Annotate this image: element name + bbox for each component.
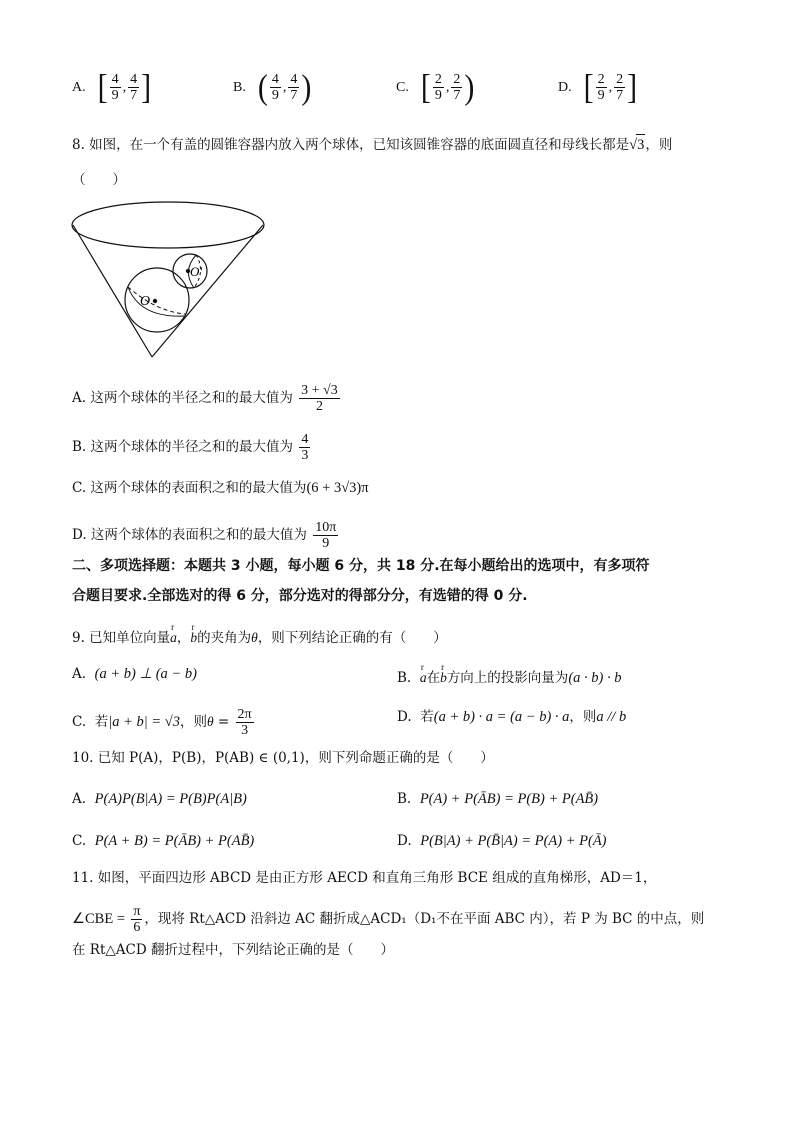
bracket: ): [301, 67, 312, 106]
q9-choice-d[interactable]: D. 若(a + b) · a = (a − b) · a，则a // b: [397, 709, 627, 725]
bracket: [: [583, 67, 594, 106]
sphere-large: [125, 268, 189, 332]
choice-label: C.: [396, 79, 409, 95]
q8-choice-c[interactable]: C. 这两个球体的表面积之和的最大值为(6 + 3√3)π: [72, 480, 369, 496]
bracket: ]: [627, 67, 638, 106]
q9-choice-a[interactable]: A. (a + b) ⊥ (a − b): [72, 666, 197, 682]
q11-line3: 在 Rt△ACD 翻折过程中，下列结论正确的是（ ）: [72, 942, 394, 958]
q10-stem: 10. 已知 P(A)，P(B)，P(AB) ∈ (0,1)，则下列命题正确的是（ ）: [72, 750, 494, 766]
q8-choice-d[interactable]: D. 这两个球体的表面积之和的最大值为 $\frac{10\pi}{9}$: [72, 520, 337, 551]
bracket: ]: [141, 67, 152, 106]
q7-choice-c[interactable]: C. [ $\frac{2}{9}$ , $\frac{2}{7}$ ): [396, 67, 475, 106]
bracket: [: [420, 67, 431, 106]
center-o: [153, 299, 157, 303]
q9-stem: 9. 已知单位向量r a，r b的夹角为θ，则下列结论正确的有（ ）: [72, 624, 447, 648]
q8-stem: 8. 如图，在一个有盖的圆锥容器内放入两个球体，已知该圆锥容器的底面圆直径和母线长都是√3，则: [72, 134, 672, 155]
cone-lid: [72, 202, 264, 248]
q10-choice-c[interactable]: C. P(A + B) = P(ĀB) + P(AB̄): [72, 833, 255, 849]
label-o1: O': [190, 264, 203, 279]
q11-line1: 11. 如图，平面四边形 ABCD 是由正方形 AECD 和直角三角形 BCE 组成的直角梯形，AD＝1，: [72, 870, 657, 886]
q9-choice-b[interactable]: B. r a在r b方向上的投影向量为(a · b) · b: [397, 664, 621, 688]
q8-choice-a[interactable]: A. 这两个球体的半径之和的最大值为 $\frac{3 + √3}{2}$: [72, 383, 338, 414]
bracket: (: [257, 67, 268, 106]
section2-line2: 合题目要求.全部选对的得 6 分，部分选对的得部分分，有选错的得 0 分.: [72, 588, 528, 604]
cone-side-left: [73, 225, 152, 357]
cone-diagram: [70, 192, 270, 362]
q9-choice-c[interactable]: C. 若|a + b| = √3，则θ = $\frac{2\pi}{3}$: [72, 707, 252, 738]
q7-choice-a[interactable]: A. [ $\frac{4}{9}$ , $\frac{4}{7}$ ]: [72, 67, 152, 106]
choice-label: A.: [72, 79, 86, 95]
q7-choice-d[interactable]: D. [ $\frac{2}{9}$ , $\frac{2}{7}$ ]: [558, 67, 638, 106]
label-o: O: [140, 294, 151, 309]
choice-label: B.: [233, 79, 246, 95]
bracket: ): [464, 67, 475, 106]
q10-choice-d[interactable]: D. P(B|A) + P(B̄|A) = P(A) + P(Ā): [397, 833, 607, 849]
section2-line1: 二、多项选择题：本题共 3 小题，每小题 6 分，共 18 分.在每小题给出的选项中，有多项符: [72, 558, 650, 574]
q11-line2: ∠CBE = $\frac{\pi}{6}$ ，现将 Rt△ACD 沿斜边 AC 翻折成△ACD₁（D₁不在平面 ABC 内），若 P 为 BC 的中点，则: [72, 904, 705, 935]
q8-paren: （ ）: [72, 172, 126, 188]
q10-choice-b[interactable]: B. P(A) + P(ĀB) = P(B) + P(AB̄): [397, 791, 599, 807]
cone-side-right: [152, 225, 263, 357]
choice-label: D.: [558, 79, 572, 95]
q7-choice-b[interactable]: B. ( $\frac{4}{9}$ , $\frac{4}{7}$ ): [233, 67, 312, 106]
q10-choice-a[interactable]: A. P(A)P(B|A) = P(B)P(A|B): [72, 791, 247, 807]
bracket: [: [97, 67, 108, 106]
q8-choice-b[interactable]: B. 这两个球体的半径之和的最大值为 $\frac{4}{3}$: [72, 432, 309, 463]
